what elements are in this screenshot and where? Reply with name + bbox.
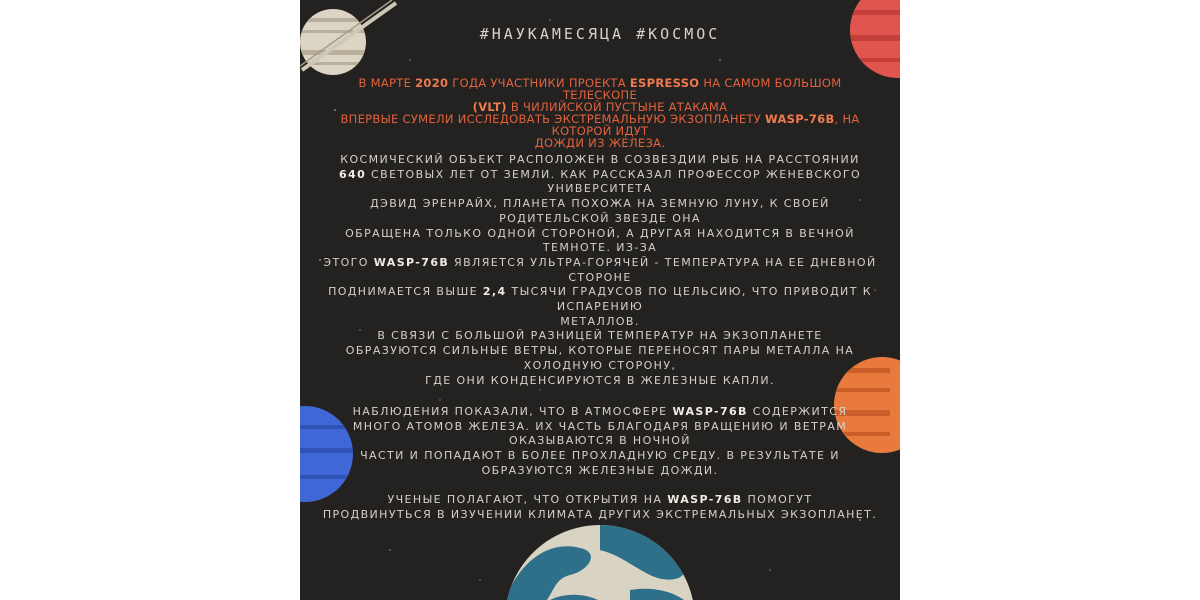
earth-planet <box>505 525 700 600</box>
vlt-highlight: (VLT) <box>472 100 507 114</box>
planet-highlight: WASP-76B <box>765 112 835 126</box>
paragraph-two: НАБЛЮДЕНИЯ ПОКАЗАЛИ, ЧТО В АТМОСФЕРЕ WASP-76B СОДЕРЖИТСЯ МНОГО АТОМОВ ЖЕЛЕЗА. ИХ ЧАСТЬ БЛАГОДАРЯ ВРАЩЕНИЮ И ВЕТРАМ ОКАЗЫВАЮТСЯ В НОЧНОЙ ЧАСТИ И ПОПАДАЮТ В БОЛЕЕ ПРОХЛАДНУЮ СРЕДУ. В РЕЗУЛЬТАТЕ И ОБРАЗУЮТСЯ ЖЕЛЕЗНЫЕ ДОЖДИ. <box>352 405 848 477</box>
intro-paragraph: В МАРТЕ 2020 ГОДА УЧАСТНИКИ ПРОЕКТА ESPRESSO НА САМОМ БОЛЬШОМ ТЕЛЕСКОПЕ (VLT) В ЧИЛИЙСКОЙ ПУСТЫНЕ АТАКАМА ВПЕРВЫЕ СУМЕЛИ ИССЛЕДОВАТЬ ЭКСТРЕМАЛЬНУЮ ЭКЗОПЛАНЕТУ WASP-76B, НА КОТОРОЙ ИДУТ ДОЖДИ ИЗ ЖЕЛЕЗА. <box>340 76 860 150</box>
year-highlight: 2020 <box>415 76 449 90</box>
paragraph-three: УЧЕНЫЕ ПОЛАГАЮТ, ЧТО ОТКРЫТИЯ НА WASP-76B ПОМОГУТ ПРОДВИНУТЬСЯ В ИЗУЧЕНИИ КЛИМАТА ДРУГИХ ЭКСТРЕМАЛЬНЫХ ЭКЗОПЛАНЕТ. <box>322 493 878 521</box>
paragraph-one: КОСМИЧЕСКИЙ ОБЪЕКТ РАСПОЛОЖЕН В СОЗВЕЗДИИ РЫБ НА РАССТОЯНИИ 640 СВЕТОВЫХ ЛЕТ ОТ ЗЕМЛИ. КАК РАССКАЗАЛ ПРОФЕССОР ЖЕНЕВСКОГО УНИВЕРСИТЕТА ДЭВИД ЭРЕНРАЙХ, ПЛАНЕТА ПОХОЖА НА ЗЕМНУЮ ЛУНУ, К СВОЕЙ РОДИТЕЛЬСКОЙ ЗВЕЗДЕ ОНА ОБРАЩЕНА ТОЛЬКО ОДНОЙ СТОРОНОЙ, А ДРУГАЯ НАХОДИТСЯ В ВЕЧНОЙ ТЕМНОТЕ. ИЗ-ЗА ЭТОГО WASP-76B ЯВЛЯЕТСЯ УЛЬТРА-ГОРЯЧЕЙ - ТЕМПЕРАТУРА НА ЕЕ ДНЕВНОЙ СТОРОНЕ ПОДНИМАЕТСЯ ВЫШЕ 2,4 ТЫСЯЧИ ГРАДУСОВ ПО ЦЕЛЬСИЮ, ЧТО ПРИВОДИТ К ИСПАРЕНИЮ МЕТАЛЛОВ. В СВЯЗИ С БОЛЬШОЙ РАЗНИЦЕЙ ТЕМПЕРАТУР НА ЭКЗОПЛАНЕТЕ ОБРАЗУЮТСЯ СИЛЬНЫЕ ВЕТРЫ, КОТОРЫЕ ПЕРЕНОСЯТ ПАРЫ МЕТАЛЛА НА ХОЛОДНУЮ СТОРОНУ, ГДЕ ОНИ КОНДЕНСИРУЮТСЯ В ЖЕЛЕЗНЫЕ КАПЛИ. <box>323 153 877 387</box>
infographic-canvas <box>300 0 900 600</box>
hashtags-title: #НАУКАМЕСЯЦА #КОСМОС <box>479 25 721 43</box>
project-highlight: ESPRESSO <box>629 76 700 90</box>
